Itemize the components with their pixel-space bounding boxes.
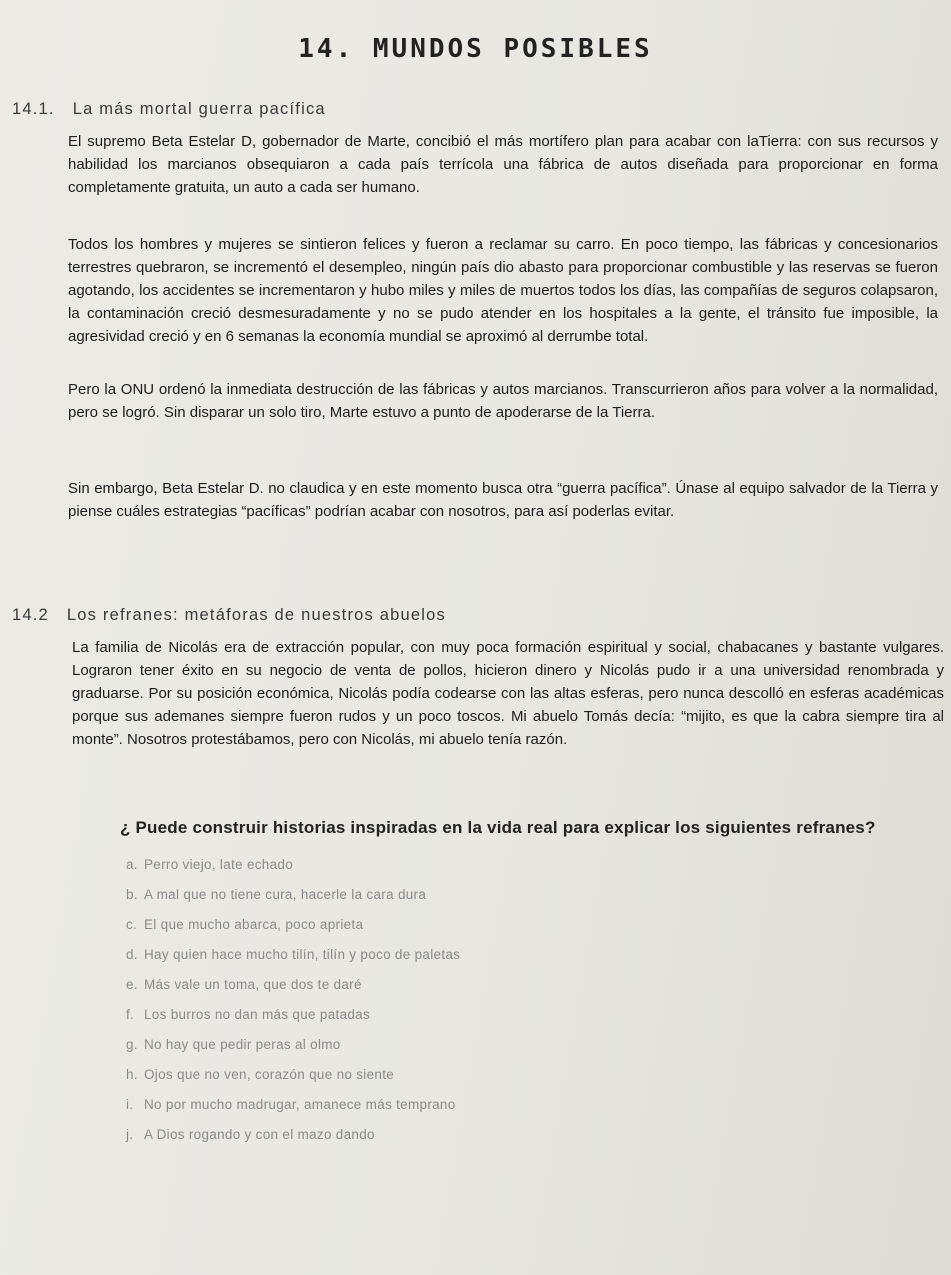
paragraph: Pero la ONU ordenó la inmediata destrucción de las fábricas y autos marcianos. Transcurrieron años para volver a la normalidad, pero se logró. Sin disparar un solo tiro, Marte estuvo a punto de apoderarse de la Tierra. <box>68 381 938 421</box>
proverb-list <box>126 850 826 1150</box>
list-item: h. Ojos que no ven, corazón que no siente <box>126 1067 395 1082</box>
list-item: e. Más vale un toma, que dos te daré <box>126 977 362 992</box>
paragraph: La familia de Nicolás era de extracción popular, con muy poca formación espiritual y social, chabacanes y bastante vulgares. Lograron tener éxito en su negocio de venta de pollos, hicieron dinero y Nicolás pudo ir a una universidad renombrada y graduarse. Por su posición económica, Nicolás podía codearse con las altas esferas, pero nunca descolló en esferas académicas porque sus ademanes siempre fueron rudos y un poco toscos. Mi abuelo Tomás decía: “mijito, es que la cabra siempre tira al monte”. Nosotros protestábamos, pero con Nicolás, mi abuelo tenía razón. <box>72 639 944 748</box>
list-item: f. Los burros no dan más que patadas <box>126 1007 371 1022</box>
exercise-question: ¿ Puede construir historias inspiradas en la vida real para explicar los siguientes refranes? <box>120 818 876 837</box>
list-item: i. No por mucho madrugar, amanece más temprano <box>126 1097 456 1112</box>
list-item: j. A Dios rogando y con el mazo dando <box>126 1127 375 1142</box>
section-heading-14-2 <box>12 606 446 625</box>
chapter-title: 14. MUNDOS POSIBLES <box>298 34 653 64</box>
paragraph: Todos los hombres y mujeres se sintieron felices y fueron a reclamar su carro. En poco tiempo, las fábricas y concesionarios terrestres quebraron, se incrementó el desempleo, ningún país dio abasto para proporcionar combustible y las reservas se fueron agotando, los accidentes se incrementaron y hubo miles y miles de muertos todos los días, las compañías de seguros colapsaron, la contaminación creció desmesuradamente y no se pudo atender en los hospitales a la gente, el tránsito fue imposible, la agresividad creció y en 6 semanas la economía mundial se aproximó al derrumbe total. <box>68 236 938 345</box>
section-title: La más mortal guerra pacífica <box>72 100 326 118</box>
section-number: 14.1. <box>12 100 55 118</box>
list-item: a. Perro viejo, late echado <box>126 857 294 872</box>
paragraph: El supremo Beta Estelar D, gobernador de Marte, concibió el más mortífero plan para acabar con laTierra: con sus recursos y habilidad los marcianos obsequiaron a cada país terrícola una fábrica de autos diseñada para proporcionar en forma completamente gratuita, un auto a cada ser humano. <box>68 133 938 196</box>
list-item: c. El que mucho abarca, poco aprieta <box>126 917 364 932</box>
section-title: Los refranes: metáforas de nuestros abuelos <box>66 606 446 624</box>
section-heading-14-1 <box>12 100 326 119</box>
list-item: b. A mal que no tiene cura, hacerle la cara dura <box>126 887 427 902</box>
paragraph: Sin embargo, Beta Estelar D. no claudica y en este momento busca otra “guerra pacífica”. Únase al equipo salvador de la Tierra y piense cuáles estrategias “pacíficas” podrían acabar con nosotros, para así poderlas evitar. <box>68 480 938 520</box>
section-number: 14.2 <box>12 606 49 624</box>
list-item: g. No hay que pedir peras al olmo <box>126 1037 341 1052</box>
list-item: d. Hay quien hace mucho tilín, tilín y poco de paletas <box>126 947 461 962</box>
